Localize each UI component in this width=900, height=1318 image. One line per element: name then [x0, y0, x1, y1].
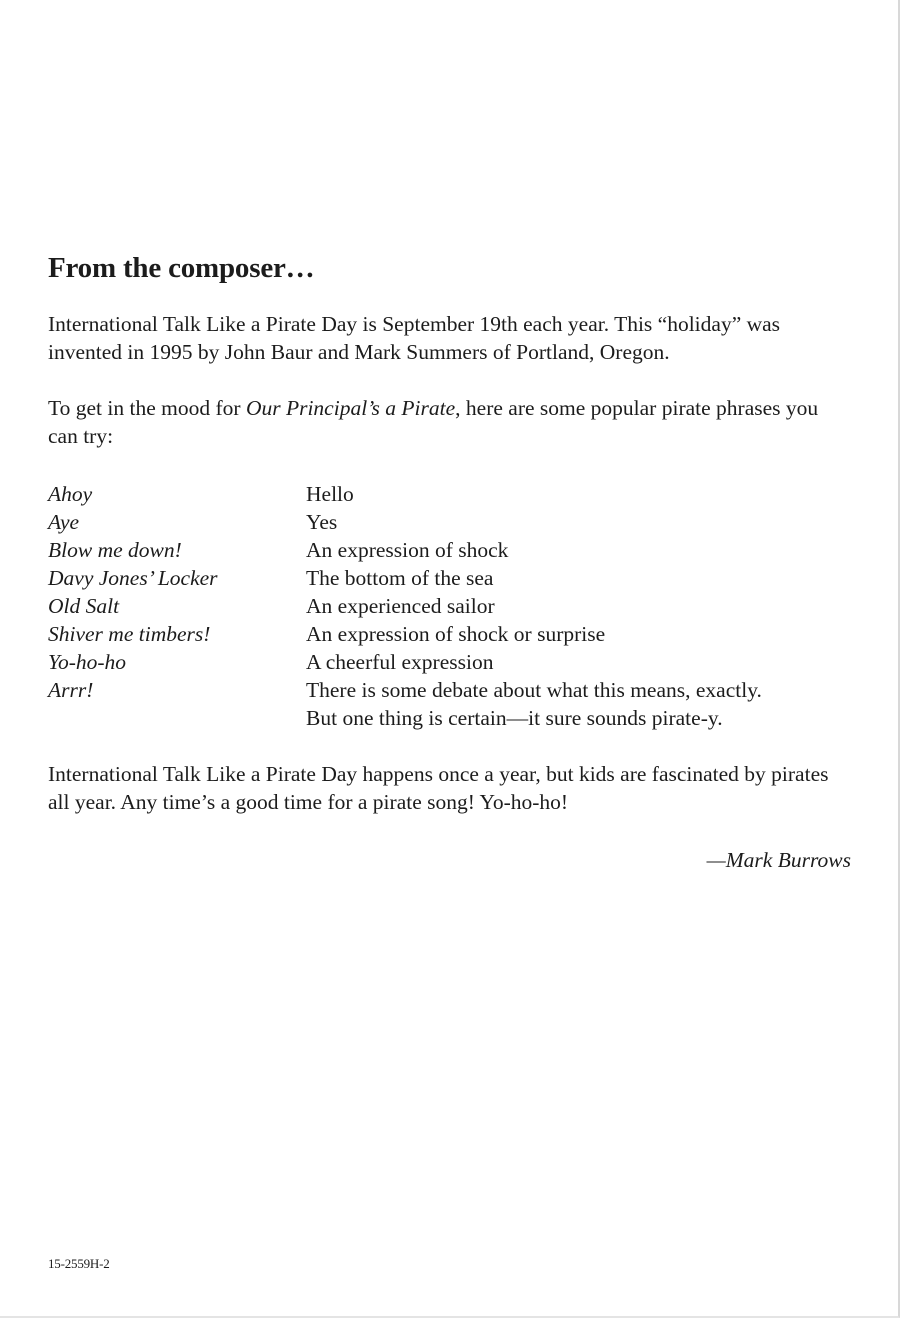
mood-text-after: , here are some popular pirate phrases you can try:	[48, 396, 819, 448]
pirate-phrase-list	[48, 480, 853, 732]
closing-paragraph: International Talk Like a Pirate Day happens once a year, but kids are fascinated by pirates all year. Any time’s a good time for a pirate song! Yo-ho-ho!	[48, 762, 829, 814]
phrase-term: Yo-ho-ho	[48, 650, 127, 674]
phrase-meaning: An experienced sailor	[306, 594, 495, 618]
phrase-term: Old Salt	[48, 594, 120, 618]
phrase-row	[48, 508, 853, 536]
signature: —Mark Burrows	[706, 848, 851, 872]
phrase-row	[48, 676, 853, 732]
phrase-meaning-line-2: But one thing is certain—it sure sounds pirate-y.	[306, 706, 723, 730]
phrase-meaning: Yes	[306, 510, 338, 534]
mood-text-before: To get in the mood for	[48, 396, 246, 420]
phrase-meaning-line-1: There is some debate about what this means, exactly.	[306, 678, 762, 702]
phrase-meaning: An expression of shock or surprise	[306, 622, 606, 646]
phrase-row	[48, 592, 853, 620]
phrase-meaning: The bottom of the sea	[306, 566, 494, 590]
phrase-term: Aye	[48, 510, 80, 534]
mood-paragraph	[48, 394, 853, 450]
phrase-row	[48, 620, 853, 648]
phrase-meaning: A cheerful expression	[306, 650, 494, 674]
composer-note	[48, 250, 853, 874]
phrase-meaning: An expression of shock	[306, 538, 509, 562]
phrase-term: Arrr!	[48, 678, 94, 702]
phrase-term: Davy Jones’ Locker	[48, 566, 218, 590]
phrase-term: Blow me down!	[48, 538, 182, 562]
page-title: From the composer…	[48, 252, 315, 284]
phrase-row	[48, 480, 853, 508]
intro-paragraph: International Talk Like a Pirate Day is September 19th each year. This “holiday” was invented in 1995 by John Baur and Mark Summers of Portland, Oregon.	[48, 312, 781, 364]
phrase-row	[48, 648, 853, 676]
song-title: Our Principal’s a Pirate	[245, 396, 456, 420]
phrase-row	[48, 564, 853, 592]
phrase-meaning: Hello	[306, 482, 354, 506]
phrase-term: Ahoy	[48, 482, 93, 506]
phrase-term: Shiver me timbers!	[48, 622, 211, 646]
phrase-meaning	[306, 676, 853, 732]
footer-code: 15-2559H-2	[48, 1256, 110, 1271]
phrase-row	[48, 536, 853, 564]
